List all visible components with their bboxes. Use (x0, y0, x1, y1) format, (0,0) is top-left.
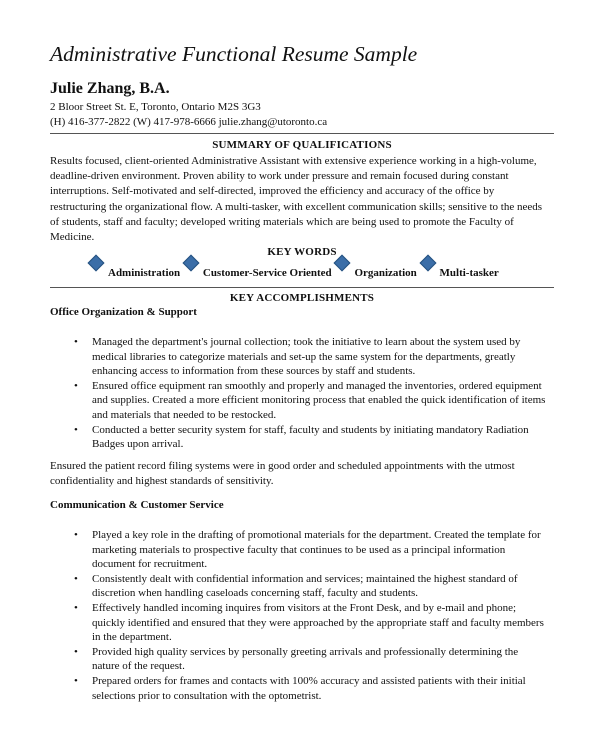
keyword-item: Administration (88, 258, 180, 279)
section-title-communication: Communication & Customer Service (50, 499, 224, 511)
summary-text: Results focused, client-oriented Administrative Assistant with extensive experience working in a high-volume, deadline-driven environment. Proven ability to work under pressure and remain focused during constant interruptions. Self-motivated and self-directed, improved the efficiency and accuracy of the office by restructuring the organizational flow. A multi-tasker, with excellent communication skills; sensitive to the needs of students, staff and faculty; developed writing materials which are being used to promote the Faculty of Medicine. (50, 155, 543, 244)
keywords-row (88, 258, 499, 279)
divider-top (50, 133, 554, 134)
office-paragraph: Ensured the patient record filing systems were in good order and scheduled appointments with the utmost confidentiality and highest standards of sensitivity. (50, 460, 515, 487)
diamond-bullet-icon (334, 255, 351, 272)
bullet-icon: • (74, 674, 78, 687)
list-item: • Effectively handled incoming inquires from visitors at the Front Desk, and by e-mail and phone; quickly identified and ensured that they were approached by the appropriate staff and faculty members in the department. (74, 601, 544, 644)
keywords-heading: KEY WORDS (267, 246, 337, 258)
list-item: • Conducted a better security system for staff, faculty and students by initiating mandatory Radiation Badges upon arrival. (74, 423, 529, 451)
document-title: Administrative Functional Resume Sample (50, 42, 418, 66)
bullet-icon: • (74, 572, 78, 585)
section-title-office: Office Organization & Support (50, 306, 197, 318)
list-item: • Prepared orders for frames and contacts with 100% accuracy and assisted patients with their initial selections prior to consultation with the optometrist. (74, 674, 526, 702)
phone-email-line: (H) 416-377-2822 (W) 417-978-6666 julie.zhang@utoronto.ca (50, 116, 328, 128)
keyword-item: Multi-tasker (420, 258, 499, 279)
diamond-bullet-icon (88, 255, 105, 272)
bullet-icon: • (74, 379, 78, 392)
candidate-name: Julie Zhang, B.A. (50, 80, 170, 97)
keyword-item: Customer-Service Oriented (183, 258, 332, 279)
list-item: • Provided high quality services by personally greeting arrivals and professionally determining the nature of the request. (74, 645, 519, 673)
list-item: • Managed the department's journal collection; took the initiative to learn about the system used by medical libraries to categorize materials and set-up the same system for the departments, greatly enhancing access to information from these sources by staff and students. (74, 336, 521, 378)
diamond-bullet-icon (182, 255, 199, 272)
list-item: • Played a key role in the drafting of promotional materials for the department. Created the template for marketing materials to prospective faculty that continues to be used as a principal information document for recruitment. (74, 529, 541, 571)
bullet-icon: • (74, 336, 78, 348)
summary-heading: SUMMARY OF QUALIFICATIONS (212, 139, 392, 151)
office-bullet-list (74, 335, 548, 452)
bullet-icon: • (74, 423, 78, 436)
bullet-icon: • (74, 601, 78, 614)
list-item: • Consistently dealt with confidential information and services; maintained the highest standard of discretion when handling caseloads concerning staff, faculty and students. (74, 572, 518, 600)
keyword-item: Organization (334, 258, 416, 279)
bullet-icon: • (74, 645, 78, 658)
address-line: 2 Bloor Street St. E, Toronto, Ontario M2S 3G3 (50, 101, 261, 113)
communication-bullet-list (74, 528, 548, 703)
bullet-icon: • (74, 529, 78, 541)
accomplishments-heading: KEY ACCOMPLISHMENTS (229, 292, 375, 304)
divider-accomplishments (50, 287, 554, 288)
diamond-bullet-icon (419, 255, 436, 272)
list-item: • Ensured office equipment ran smoothly and properly and managed the inventories, ordered equipment and supplies. Created a more efficient monitoring process that enabled the quick identification of items and materials that needed to be restocked. (74, 379, 546, 421)
